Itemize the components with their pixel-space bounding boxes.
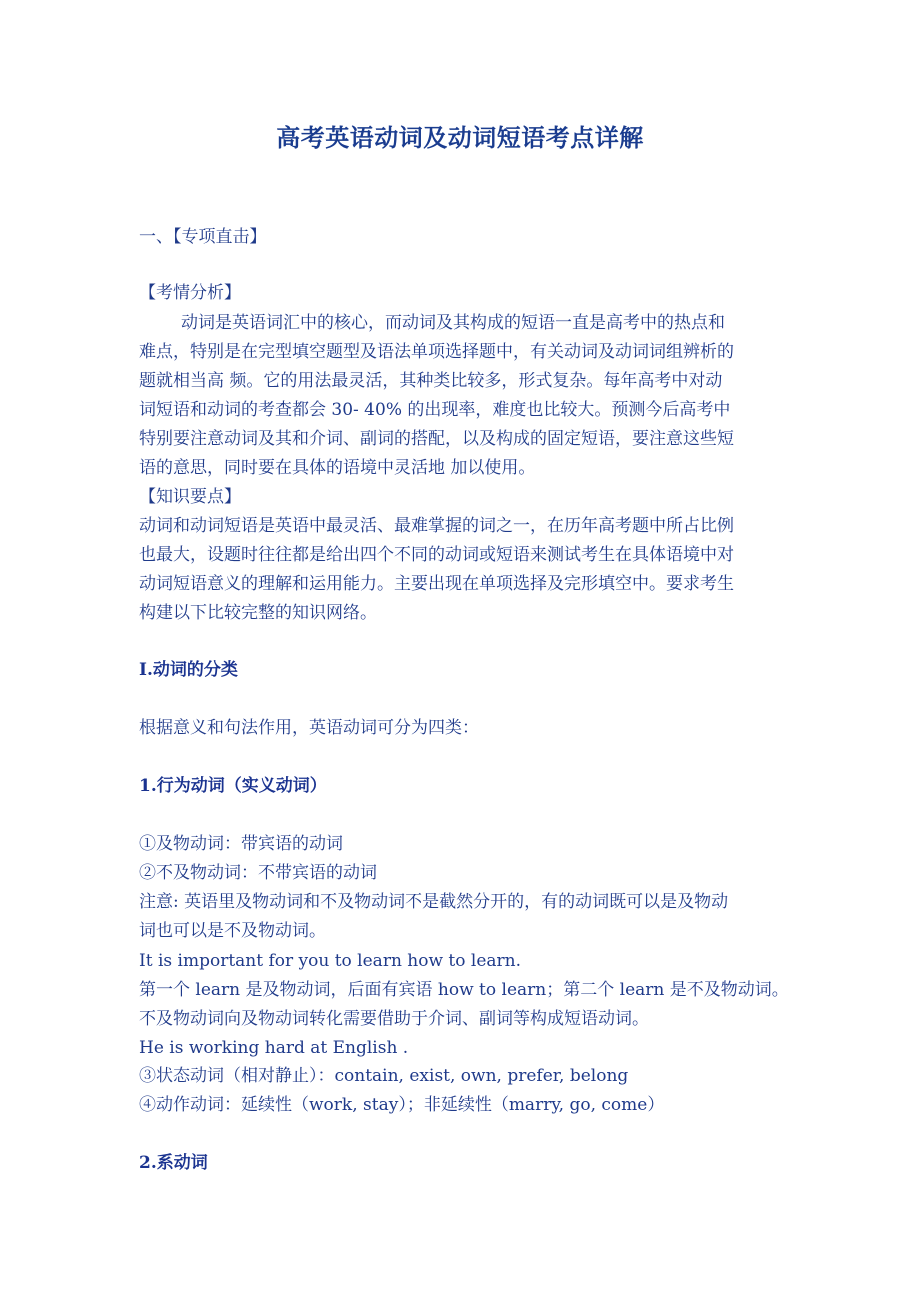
kaoqing-line: 语的意思，同时要在具体的语境中灵活地 加以使用。 bbox=[139, 458, 536, 478]
content-line: 不及物动词向及物动词转化需要借助于介词、副词等构成短语动词。 bbox=[139, 1009, 649, 1029]
heading-zhishi: 【知识要点】 bbox=[139, 487, 241, 507]
subheading-linking-verbs: 2.系动词 bbox=[139, 1153, 208, 1173]
section-heading-zhuanxiang: 一、【专项直击】 bbox=[139, 227, 267, 247]
zhishi-line: 动词短语意义的理解和运用能力。主要出现在单项选择及完形填空中。要求考生 bbox=[139, 574, 734, 594]
content-line: ①及物动词：带宾语的动词 bbox=[139, 834, 343, 854]
kaoqing-line: 词短语和动词的考查都会 30- 40% 的出现率，难度也比较大。预测今后高考中 bbox=[139, 400, 731, 420]
kaoqing-line: 动词是英语词汇中的核心，而动词及其构成的短语一直是高考中的热点和 bbox=[181, 313, 725, 333]
subheading-action-verbs: 1.行为动词（实义动词） bbox=[139, 776, 327, 796]
content-line: 词也可以是不及物动词。 bbox=[139, 921, 326, 941]
heading-verb-classification: I.动词的分类 bbox=[139, 660, 238, 680]
content-line: ④动作动词：延续性（work, stay）；非延续性（marry, go, come） bbox=[139, 1095, 665, 1115]
document-title: 高考英语动词及动词短语考点详解 bbox=[276, 123, 644, 152]
kaoqing-line: 难点，特别是在完型填空题型及语法单项选择题中，有关动词及动词词组辨析的 bbox=[139, 342, 734, 362]
zhishi-line: 也最大，设题时往往都是给出四个不同的动词或短语来测试考生在具体语境中对 bbox=[139, 545, 734, 565]
example-sentence: It is important for you to learn how to learn. bbox=[139, 951, 522, 971]
example-sentence: He is working hard at English . bbox=[139, 1038, 409, 1058]
content-line: ②不及物动词：不带宾语的动词 bbox=[139, 863, 377, 883]
content-line: 第一个 learn 是及物动词，后面有宾语 how to learn；第二个 learn 是不及物动词。 bbox=[139, 980, 789, 1000]
kaoqing-line: 特别要注意动词及其和介词、副词的搭配，以及构成的固定短语，要注意这些短 bbox=[139, 429, 734, 449]
content-line: 注意: 英语里及物动词和不及物动词不是截然分开的，有的动词既可以是及物动 bbox=[139, 892, 729, 912]
kaoqing-line: 题就相当高 频。它的用法最灵活，其种类比较多，形式复杂。每年高考中对动 bbox=[139, 371, 723, 391]
zhishi-line: 动词和动词短语是英语中最灵活、最难掌握的词之一，在历年高考题中所占比例 bbox=[139, 516, 734, 536]
zhishi-line: 构建以下比较完整的知识网络。 bbox=[139, 603, 377, 623]
heading-kaoqing: 【考情分析】 bbox=[139, 283, 241, 303]
content-line: ③状态动词（相对静止）：contain, exist, own, prefer, belong bbox=[139, 1066, 629, 1086]
classification-intro: 根据意义和句法作用，英语动词可分为四类： bbox=[139, 718, 479, 738]
